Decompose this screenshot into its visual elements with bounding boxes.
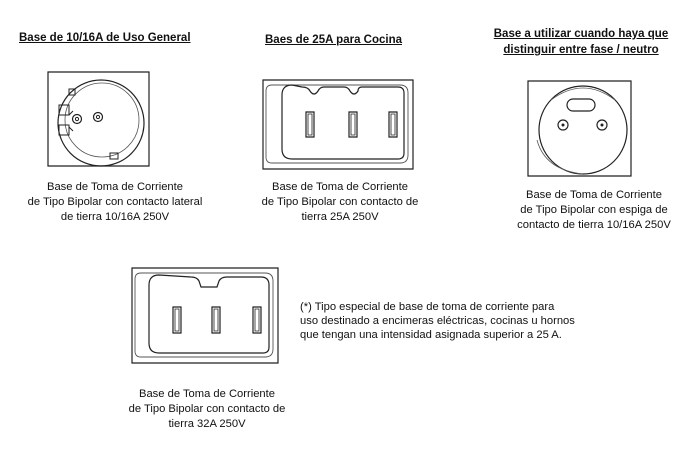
caption-25a-line-2: de Tipo Bipolar con contacto de (261, 196, 419, 208)
special-socket-footnote (300, 300, 575, 342)
caption-lateral-line-2: de Tipo Bipolar con contacto lateral (27, 196, 203, 208)
caption-espiga-line-1: Base de Toma de Corriente (526, 189, 662, 201)
socket-25a-earth-diagram (262, 79, 414, 170)
caption-lateral-line-3: de tierra 10/16A 250V (60, 211, 170, 223)
caption-earth-pin (488, 188, 700, 233)
heading-cocina: Baes de 25A para Cocina (265, 34, 402, 46)
caption-lateral-earth (5, 180, 225, 225)
footnote-line-3: que tengan una intensidad asignada superior a 25 A. (300, 329, 562, 341)
heading-fase-neutro (486, 26, 676, 58)
caption-lateral-line-1: Base de Toma de Corriente (47, 181, 183, 193)
caption-espiga-line-3: contacto de tierra 10/16A 250V (517, 219, 671, 231)
socket-lateral-earth-diagram (47, 71, 151, 168)
caption-25a-line-1: Base de Toma de Corriente (272, 181, 408, 193)
caption-32a-line-2: de Tipo Bipolar con contacto de (128, 403, 286, 415)
caption-25a-earth (235, 180, 445, 225)
heading-uso-general: Base de 10/16A de Uso General (19, 32, 191, 44)
caption-25a-line-3: tierra 25A 250V (301, 211, 379, 223)
footnote-line-1: (*) Tipo especial de base de toma de corriente para (300, 301, 555, 313)
caption-32a-line-1: Base de Toma de Corriente (139, 388, 275, 400)
caption-32a-earth (102, 387, 312, 432)
caption-espiga-line-2: de Tipo Bipolar con espiga de (520, 204, 668, 216)
socket-earth-pin-diagram (527, 80, 633, 178)
heading-fase-neutro-line-1: Base a utilizar cuando haya que (493, 28, 669, 40)
socket-32a-earth-diagram (131, 267, 279, 364)
heading-fase-neutro-line-2: distinguir entre fase / neutro (503, 44, 659, 56)
footnote-line-2: uso destinado a encimeras eléctricas, cocinas u hornos (300, 315, 575, 327)
caption-32a-line-3: tierra 32A 250V (168, 418, 246, 430)
